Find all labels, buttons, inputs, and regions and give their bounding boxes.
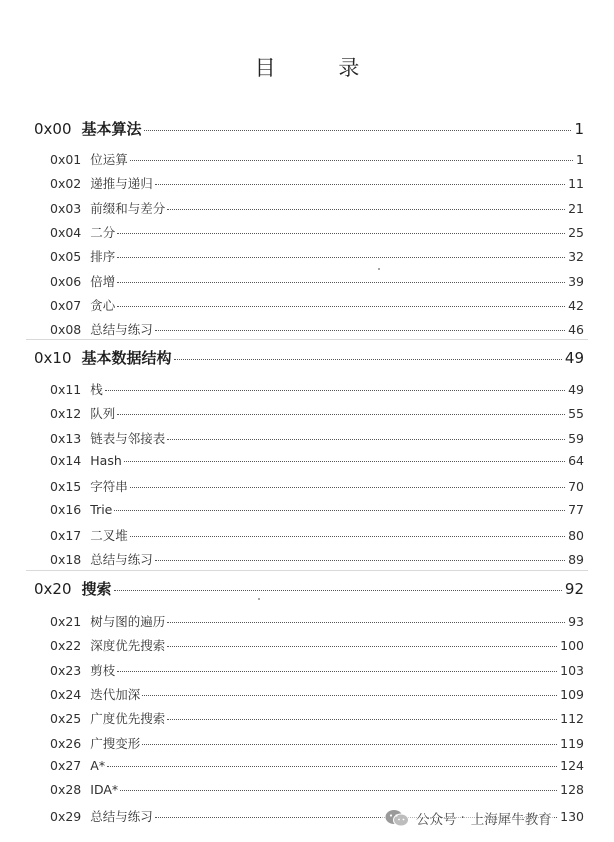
section-entry <box>50 661 584 679</box>
section-entry <box>50 174 584 192</box>
section-page-number: 59 <box>568 431 584 446</box>
watermark-prefix: 公众号 <box>416 812 457 828</box>
watermark-name: 上海犀牛教育 <box>470 812 552 828</box>
dot-leader <box>117 414 565 415</box>
section-title: A* <box>90 758 106 773</box>
chapter-number: 0x20 <box>34 580 72 598</box>
section-title: 字符串 <box>90 479 128 494</box>
section-page-number: 77 <box>568 502 584 517</box>
page-title: 目 录 <box>254 56 388 80</box>
dot-leader <box>117 282 565 283</box>
section-title: 广搜变形 <box>90 736 141 751</box>
section-number: 0x26 <box>50 736 82 751</box>
section-entry <box>50 247 584 265</box>
dot-leader <box>105 390 565 391</box>
section-entry <box>50 612 584 630</box>
section-title: 队列 <box>90 406 116 421</box>
section-title: 贪心 <box>90 298 116 313</box>
section-entry <box>50 272 584 290</box>
section-entry <box>50 223 584 241</box>
chapter-divider <box>26 570 588 571</box>
dot-leader <box>107 766 557 767</box>
section-title: 剪枝 <box>90 663 116 678</box>
chapter-page-number: 49 <box>564 349 584 367</box>
section-number: 0x08 <box>50 322 82 337</box>
section-entry <box>50 199 584 217</box>
section-page-number: 80 <box>568 528 584 543</box>
dot-leader <box>155 184 565 185</box>
section-page-number: 46 <box>568 322 584 337</box>
chapter-title: 基本算法 <box>81 120 142 138</box>
section-page-number: 89 <box>568 552 584 567</box>
dot-leader <box>114 590 562 591</box>
section-entry <box>50 782 584 797</box>
dot-leader <box>124 461 565 462</box>
chapter-entry <box>34 347 584 368</box>
section-entry <box>50 734 584 752</box>
section-entry <box>50 477 584 495</box>
section-page-number: 103 <box>560 663 584 678</box>
section-number: 0x27 <box>50 758 82 773</box>
chapter-title: 基本数据结构 <box>81 349 172 367</box>
section-entry <box>50 380 584 398</box>
section-title: 总结与练习 <box>90 322 153 337</box>
dot-leader <box>155 330 565 331</box>
section-title: 倍增 <box>90 274 116 289</box>
dot-leader <box>155 560 565 561</box>
dot-leader <box>117 257 565 258</box>
dot-leader <box>130 487 565 488</box>
section-number: 0x25 <box>50 711 82 726</box>
section-number: 0x13 <box>50 431 82 446</box>
dot-leader <box>144 130 572 131</box>
section-title: 前缀和与差分 <box>90 201 166 216</box>
chapter-number: 0x00 <box>34 120 72 138</box>
section-page-number: 93 <box>568 614 584 629</box>
section-number: 0x21 <box>50 614 82 629</box>
section-title: 递推与递归 <box>90 176 153 191</box>
section-title: 二分 <box>90 225 116 240</box>
dot-leader <box>167 209 565 210</box>
section-title: 排序 <box>90 249 116 264</box>
section-entry <box>50 758 584 773</box>
section-title: 栈 <box>90 382 103 397</box>
section-number: 0x15 <box>50 479 82 494</box>
scan-speck <box>258 598 260 600</box>
scan-speck <box>378 268 380 270</box>
chapter-entry <box>34 578 584 599</box>
dot-leader <box>167 439 565 440</box>
section-number: 0x01 <box>50 152 82 167</box>
section-entry <box>50 296 584 314</box>
section-title: 树与图的遍历 <box>90 614 166 629</box>
section-title: 总结与练习 <box>90 552 153 567</box>
watermark <box>382 808 554 828</box>
section-page-number: 39 <box>568 274 584 289</box>
section-entry <box>50 429 584 447</box>
section-title: Trie <box>90 502 113 517</box>
section-page-number: 42 <box>568 298 584 313</box>
section-title: 链表与邻接表 <box>90 431 166 446</box>
section-number: 0x02 <box>50 176 82 191</box>
section-entry <box>50 550 584 568</box>
section-number: 0x29 <box>50 809 82 824</box>
section-number: 0x18 <box>50 552 82 567</box>
section-page-number: 124 <box>560 758 584 773</box>
section-title: 深度优先搜索 <box>90 638 166 653</box>
section-page-number: 32 <box>568 249 584 264</box>
section-number: 0x14 <box>50 453 82 468</box>
dot-leader <box>130 160 573 161</box>
section-page-number: 11 <box>568 176 584 191</box>
dot-leader <box>117 233 565 234</box>
dot-leader <box>167 646 557 647</box>
section-number: 0x03 <box>50 201 82 216</box>
section-title: 位运算 <box>90 152 128 167</box>
section-page-number: 21 <box>568 201 584 216</box>
section-page-number: 128 <box>560 782 584 797</box>
dot-leader <box>117 671 557 672</box>
dot-leader <box>120 790 557 791</box>
chapter-entry <box>34 118 584 139</box>
section-title: 迭代加深 <box>90 687 141 702</box>
section-number: 0x22 <box>50 638 82 653</box>
dot-leader <box>142 744 557 745</box>
section-page-number: 100 <box>560 638 584 653</box>
section-number: 0x24 <box>50 687 82 702</box>
dot-leader <box>117 306 565 307</box>
section-entry <box>50 636 584 654</box>
dot-leader <box>114 510 565 511</box>
section-number: 0x23 <box>50 663 82 678</box>
dot-leader <box>174 359 562 360</box>
dot-leader <box>142 695 557 696</box>
section-page-number: 49 <box>568 382 584 397</box>
section-number: 0x04 <box>50 225 82 240</box>
section-number: 0x16 <box>50 502 82 517</box>
section-title: IDA* <box>90 782 119 797</box>
section-title: Hash <box>90 453 122 468</box>
chapter-page-number: 92 <box>564 580 584 598</box>
section-page-number: 64 <box>568 453 584 468</box>
section-title: 总结与练习 <box>90 809 153 824</box>
section-entry <box>50 453 584 468</box>
chapter-page-number: 1 <box>574 120 584 138</box>
section-page-number: 55 <box>568 406 584 421</box>
section-page-number: 112 <box>560 711 584 726</box>
section-entry <box>50 404 584 422</box>
section-page-number: 109 <box>560 687 584 702</box>
section-number: 0x06 <box>50 274 82 289</box>
section-page-number: 1 <box>576 152 584 167</box>
section-title: 二叉堆 <box>90 528 128 543</box>
section-entry <box>50 685 584 703</box>
section-number: 0x12 <box>50 406 82 421</box>
chapter-number: 0x10 <box>34 349 72 367</box>
section-entry <box>50 502 584 517</box>
section-entry <box>50 526 584 544</box>
dot-leader <box>130 536 565 537</box>
dot-leader <box>167 719 557 720</box>
chapter-divider <box>26 339 588 340</box>
section-number: 0x11 <box>50 382 82 397</box>
section-entry <box>50 320 584 338</box>
section-page-number: 70 <box>568 479 584 494</box>
section-number: 0x07 <box>50 298 82 313</box>
watermark-separator: · <box>460 810 465 826</box>
dot-leader <box>167 622 565 623</box>
wechat-icon <box>384 809 410 827</box>
section-number: 0x28 <box>50 782 82 797</box>
section-title: 广度优先搜索 <box>90 711 166 726</box>
section-number: 0x17 <box>50 528 82 543</box>
section-page-number: 119 <box>560 736 584 751</box>
section-page-number: 130 <box>560 809 584 824</box>
section-page-number: 25 <box>568 225 584 240</box>
section-entry <box>50 150 584 168</box>
chapter-title: 搜索 <box>81 580 112 598</box>
section-number: 0x05 <box>50 249 82 264</box>
section-entry <box>50 709 584 727</box>
